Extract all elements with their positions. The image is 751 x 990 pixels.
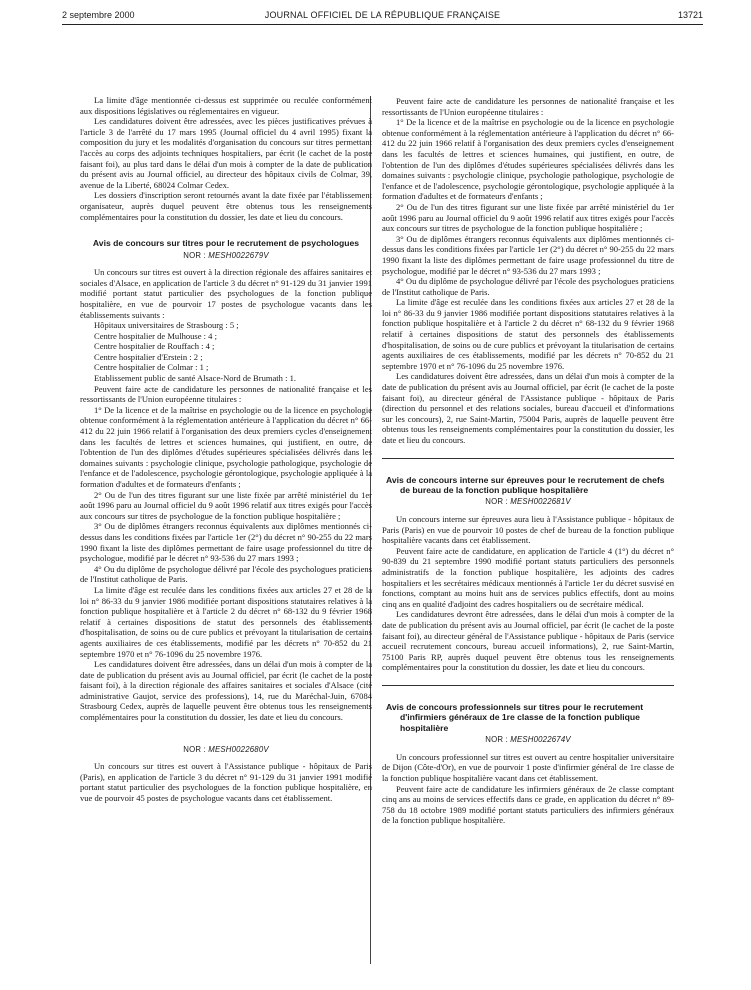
nor-reference: [382, 735, 674, 746]
notice-title-infirmiers-generaux: Avis de concours professionnels sur titres pour le recrutement d'infirmiers généraux de 1re classe de la fonction publique hospitalière: [386, 701, 644, 733]
paragraph: 2° Ou de l'un des titres figurant sur une liste fixée par arrêté ministériel du 1er août 1996 paru au Journal officiel du 9 août 1996 relatif aux titres exigés pour l'accès aux concours sur titres de psychologue de la fonction publique hospitalière ;: [80, 489, 372, 521]
paragraph: Les dossiers d'inscription seront retournés avant la date fixée par l'établissement organisateur, auprès duquel peuvent être obtenus tous les renseignements complémentaires pour la constitution du dossier, les date et lieu du concours.: [80, 190, 372, 222]
paragraph: 4° Ou du diplôme de psychologue délivré par l'école des psychologues praticiens de l'Institut catholique de Paris.: [382, 276, 674, 297]
paragraph: La limite d'âge est reculée dans les conditions fixées aux articles 27 et 28 de la loi n° 86-33 du 9 janvier 1986 modifiée portant dispositions statutaires relatives à la fonction publique hospitalière et à l'article 2 du décret n° 68-132 du 9 février 1968 relatif à certaines dispositions de statut des personnels des établissements d'hospitalisation, de soins ou de cure publics et prévoyant la titularisation de certains agents auxiliaires de ces établissements, modifié par les décrets n° 70-852 du 21 septembre 1970 et n° 76-1096 du 25 novembre 1976.: [80, 584, 372, 659]
page-header: [62, 10, 703, 24]
left-column: [80, 95, 372, 804]
right-column: [382, 96, 674, 826]
nor-label: NOR :: [485, 735, 508, 745]
paragraph: Un concours interne sur épreuves aura lieu à l'Assistance publique - hôpitaux de Paris (Paris) en vue de pourvoir 10 postes de chef de bureau de la fonction publique hospitalière vacants dans cet établissement.: [382, 514, 674, 546]
paragraph: La limite d'âge mentionnée ci-dessus est supprimée ou reculée conformément aux dispositions législatives ou réglementaires en vigueur.: [80, 95, 372, 116]
nor-label: NOR :: [485, 497, 508, 507]
list-item: Centre hospitalier d'Erstein : 2 ;: [94, 351, 203, 362]
header-rule: [62, 24, 703, 25]
list-item: Etablissement public de santé Alsace-Nord de Brumath : 1.: [94, 373, 296, 384]
nor-label: NOR :: [183, 250, 206, 260]
nor-reference: [80, 745, 372, 756]
list-item: Hôpitaux universitaires de Strasbourg : 5 ;: [94, 320, 239, 331]
nor-reference: [80, 251, 372, 262]
list-item: Centre hospitalier de Rouffach : 4 ;: [94, 341, 215, 352]
paragraph: La limite d'âge est reculée dans les conditions fixées aux articles 27 et 28 de la loi n° 86-33 du 9 janvier 1986 modifiée portant dispositions statutaires relatives à la fonction publique hospitalière et à l'article 2 du décret n° 68-132 du 9 février 1968 relatif à certaines dispositions de statut des personnels des établissements d'hospitalisation, de soins ou de cure publics et prévoyant la titularisation de certains agents auxiliaires de ces établissements, modifié par les décrets n° 70-852 du 21 septembre 1970 et n° 76-1096 du 25 novembre 1976.: [382, 297, 674, 371]
nor-code: MESH0022681V: [510, 497, 571, 507]
header-page-number: 13721: [677, 10, 703, 20]
nor-reference: [382, 497, 674, 508]
header-date: 2 septembre 2000: [62, 10, 135, 20]
paragraph: Peuvent faire acte de candidature, en application de l'article 4 (1°) du décret n° 90-839 du 21 septembre 1990 modifié portant statuts particuliers des personnels administratifs de la fonction publique hospitalière, les adjoints des cadres hospitaliers et les secrétaires médicaux mentionnés à l'article 1er du décret susvisé en fonctions, comptant au moins huit ans de services publics effectifs, dont au moins cinq ans en qualité d'adjoint des cadres hospitaliers ou de secrétaire médical.: [382, 545, 674, 609]
list-item: Centre hospitalier de Colmar : 1 ;: [94, 362, 209, 373]
paragraph: Peuvent faire acte de candidature les personnes de nationalité française et les ressortissants de l'Union européenne titulaires :: [382, 96, 674, 117]
list-item: Centre hospitalier de Mulhouse : 4 ;: [94, 330, 217, 341]
section-separator: [382, 458, 674, 459]
paragraph: Peuvent faire acte de candidature les infirmiers généraux de 2e classe comptant cinq ans au moins de services effectifs dans ce grade, en application du décret n° 89-758 du 18 octobre 1989 modifié portant statuts particuliers des infirmiers généraux de la fonction publique hospitalière.: [382, 783, 674, 826]
paragraph: Un concours sur titres est ouvert à l'Assistance publique - hôpitaux de Paris (Paris), en application de l'article 3 du décret n° 91-129 du 31 janvier 1991 modifié portant statut particulier des psychologues de la fonction publique hospitalière, en vue de pourvoir 45 postes de psychologue vacants dans cet établissement.: [80, 761, 372, 804]
paragraph: 1° De la licence et de la maîtrise en psychologie ou de la licence en psychologie obtenue conformément à la réglementation antérieure à l'application du décret n° 66-412 du 22 juin 1966 relatif à l'organisation des deux premiers cycles d'enseignement dans les facultés de lettres et sciences humaines, qui justifient, en outre, de l'obtention de l'un des diplômes d'études supérieures spécialisées délivrés dans les domaines suivants : psychologie clinique, psychologie pathologique, psychologie de l'enfance et de l'adolescence, psychologie gérontologique, psychologie appliquée à la formation d'adultes et de formateurs d'enfants ;: [80, 404, 372, 489]
paragraph: 2° Ou de l'un des titres figurant sur une liste fixée par arrêté ministériel du 1er août 1996 paru au Journal officiel du 9 août 1996 relatif aux titres exigés pour l'accès aux concours sur titres de psychologue de la fonction publique hospitalière ;: [382, 201, 674, 234]
paragraph: 3° Ou de diplômes étrangers reconnus équivalents aux diplômes mentionnés ci-dessus dans les conditions fixées par l'article 1er (2°) du décret n° 90-255 du 22 mars 1990 fixant la liste des diplômes permettant de faire usage professionnel du titre de psychologue, modifié par le décret n° 93-536 du 27 mars 1993 ;: [382, 233, 674, 276]
paragraph: Un concours sur titres est ouvert à la direction régionale des affaires sanitaires et sociales d'Alsace, en application de l'article 3 du décret n° 91-129 du 31 janvier 1991 modifié portant statut particulier des psychologues de la fonction publique hospitalière, en vue de pourvoir 17 postes de psychologue vacants dans les établissements suivants :: [80, 267, 372, 320]
paragraph: 3° Ou de diplômes étrangers reconnus équivalents aux diplômes mentionnés ci-dessus dans les conditions fixées par l'article 1er (2°) du décret n° 90-255 du 22 mars 1990 fixant la liste des diplômes permettant de faire usage professionnel du titre de psychologue, modifié par le décret n° 93-536 du 27 mars 1993 ;: [80, 521, 372, 564]
notice-title-chefs-de-bureau: Avis de concours interne sur épreuves pour le recrutement de chefs de bureau de la fonction publique hospitalière: [386, 474, 665, 495]
paragraph: 1° De la licence et de la maîtrise en psychologie ou de la licence en psychologie obtenue conformément à la réglementation antérieure à l'application du décret n° 66-412 du 22 juin 1966 relatif à l'organisation des deux premiers cycles d'enseignement dans les facultés de lettres et sciences humaines, qui justifient, en outre, de l'obtention de l'un des diplômes d'études supérieures spécialisées délivrés dans les domaines suivants : psychologie clinique, psychologie pathologique, psychologie de l'enfance et de l'adolescence, psychologie gérontologique, psychologie appliquée à la formation d'adultes et de formateurs d'enfants ;: [382, 117, 674, 202]
paragraph: 4° Ou du diplôme de psychologue délivré par l'école des psychologues praticiens de l'Institut catholique de Paris.: [80, 563, 372, 585]
section-separator: [382, 685, 674, 686]
paragraph: Les candidatures doivent être adressées, dans un délai d'un mois à compter de la date de publication du présent avis au Journal officiel, par écrit (le cachet de la poste faisant foi), au directeur général de l'Assistance publique - hôpitaux de Paris (direction du personnel et des relations sociales, bureau d'accueil et d'informations sur les concours), 2, rue Saint-Martin, 75004 Paris, auprès de laquelle peuvent être obtenus tous les renseignements complémentaires pour la constitution du dossier, les date et lieu du concours.: [382, 371, 674, 445]
nor-code: MESH0022674V: [510, 735, 571, 745]
nor-label: NOR :: [183, 744, 206, 754]
nor-code: MESH0022680V: [208, 744, 269, 754]
nor-code: MESH0022679V: [208, 250, 269, 260]
paragraph: Les candidatures doivent être adressées, dans un délai d'un mois à compter de la date de publication du présent avis au Journal officiel, par écrit (le cachet de la poste faisant foi), à la direction régionale des affaires sanitaires et sociales d'Alsace (cité administrative Gaujot, service des professions), 14, rue du Maréchal-Juin, 67084 Strasbourg Cedex, auprès de laquelle peuvent être obtenus tous les renseignements complémentaires pour la constitution du dossier, les date et lieu du concours.: [80, 659, 372, 723]
paragraph: Peuvent faire acte de candidature les personnes de nationalité française et les ressortissants de l'Union européenne titulaires :: [80, 383, 372, 405]
paragraph: Les candidatures devront être adressées, dans le délai d'un mois à compter de la date de publication du présent avis au Journal officiel, par écrit (le cachet de la poste faisant foi), au directeur général de l'Assistance publique - hôpitaux de Paris (service accueil recrutement concours, bureau accueil informations), 2, rue Saint-Martin, 75100 Paris RP, auprès duquel peuvent être obtenus tous les renseignements complémentaires pour la constitution du dossier, les date et lieu du concours.: [382, 609, 674, 673]
header-journal-title: JOURNAL OFFICIEL DE LA RÉPUBLIQUE FRANÇAISE: [264, 10, 501, 20]
notice-title-psychologues: Avis de concours sur titres pour le recrutement de psychologues: [92, 238, 360, 249]
paragraph: Un concours professionnel sur titres est ouvert au centre hospitalier universitaire de Dijon (Côte-d'Or), en vue de pourvoir 1 poste d'infirmier général de 1re classe de la fonction publique hospitalière vacant dans cet établissement.: [382, 751, 674, 783]
paragraph: Les candidatures doivent être adressées, avec les pièces justificatives prévues à l'article 3 de l'arrêté du 17 mars 1995 (Journal officiel du 4 avril 1995) fixant la composition du jury et les modalités d'organisation du concours sur titres permettant l'accès au corps des adjoints techniques hospitaliers, par écrit (le cachet de la poste faisant foi), au plus tard dans le délai d'un mois à compter de la date de publication du présent avis au Journal officiel, au directeur des hôpitaux civils de Colmar, 39, avenue de la Liberté, 68024 Colmar Cedex.: [80, 116, 372, 190]
